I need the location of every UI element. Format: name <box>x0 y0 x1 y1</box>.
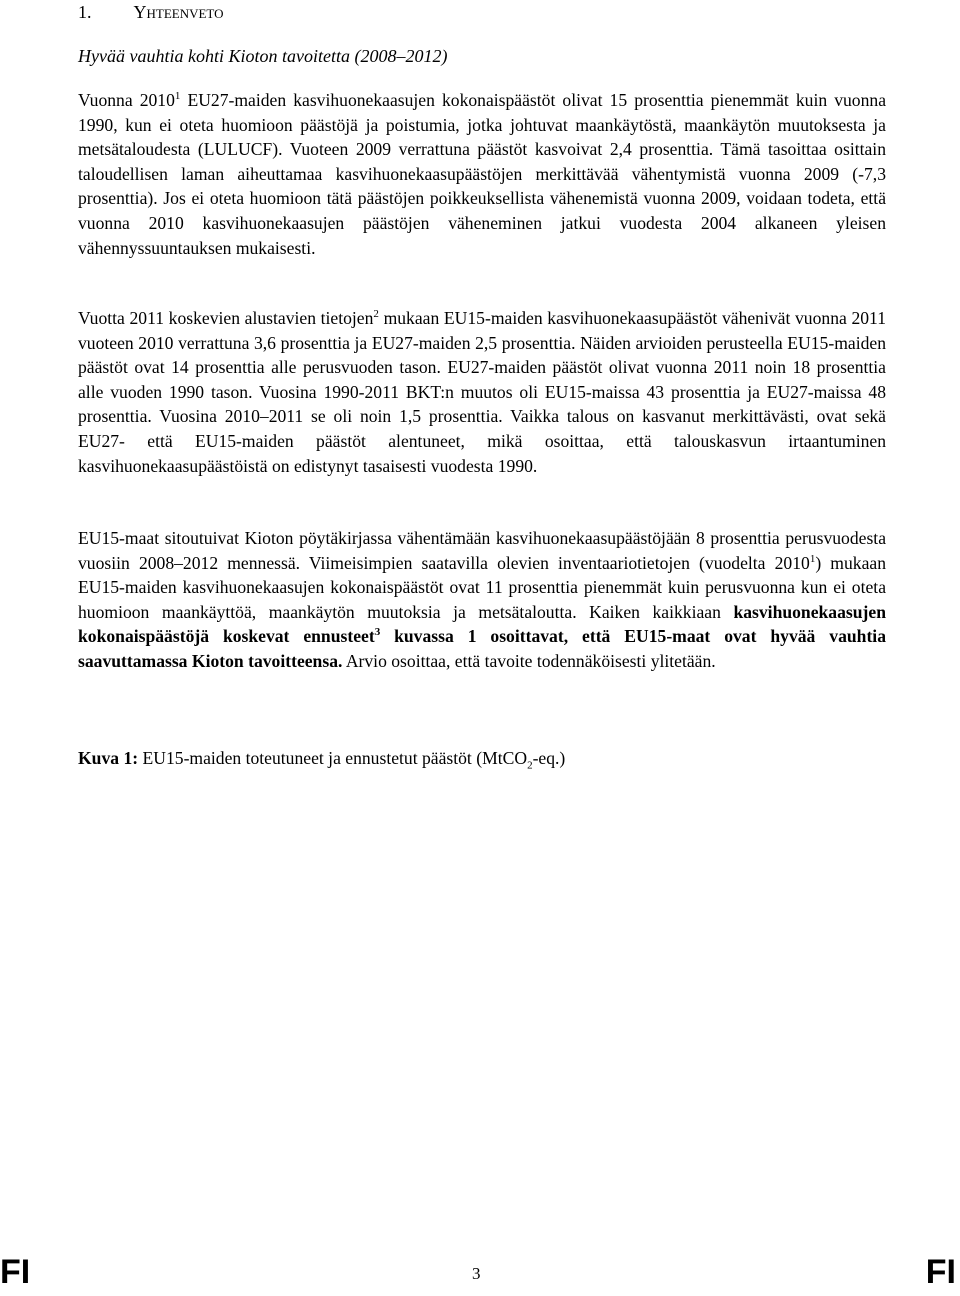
section-title: Yhteenveto <box>133 2 224 22</box>
section-number: 1. <box>78 2 92 22</box>
paragraph-3: EU15-maat sitoutuivat Kioton pöytäkirjassa vähentämään kasvihuonekaasupäästöjään 8 prosenttia perusvuodesta vuosiin 2008–2012 mennessä. Viimeisimpien saatavilla olevien inventaariotietojen (vuodelta 2010$^1$) mukaan EU15-maiden kasvihuonekaasujen kokonaispäästöt ovat 11 prosenttia pienemmät kuin perusvuonna kun ei oteta huomioon maankäyttöä, maankäytön muutoksia ja metsätaloutta. Kaiken kaikkiaan kasvihuonekaasujen kokonaispäästöjä koskevat ennusteet$^3$ kuvassa 1 osoittavat, että EU15-maat ovat hyvää vauhtia saavuttamassa Kioton tavoitteensa. Arvio osoittaa, että tavoite todennäköisesti ylitetään. <box>78 528 886 671</box>
footnote-ref-1[interactable]: 1 <box>174 90 181 103</box>
footnote-ref-2[interactable]: 2 <box>373 308 379 321</box>
bold-text-1: kasvihuonekaasujen kokonaispäästöjä koskevat ennusteet <box>78 601 886 647</box>
subsection-title: Hyvää vauhtia kohti Kioton tavoitetta (2008–2012) <box>78 46 448 66</box>
paragraph-2: Vuotta 2011 koskevien alustavien tietojen$^2$ mukaan EU15-maiden kasvihuonekaasupäästöt vähenivät vuonna 2011 vuoteen 2010 verrattuna 3,6 prosenttia ja EU27-maiden 2,5 prosenttia. Näiden arvioiden perusteella EU15-maiden päästöt ovat 14 prosenttia alle perusvuoden tason. EU27-maiden päästöt olivat vuonna 2011 noin 18 prosenttia alle vuoden 1990 tason. Vuosina 1990-2011 BKT:n muutos oli EU15-maissa 43 prosenttia ja EU27-maissa 48 prosenttia. Vuosina 2010–2011 se oli noin 1,5 prosenttia. Vaikka talous on kasvanut merkittävästi, ovat sekä EU27- että EU15-maiden päästöt alentuneet, mikä osoittaa, että talouskasvun irtaantuminen kasvihuonekaasupäästöistä on edistynyt tasaisesti vuodesta 1990. <box>78 308 886 476</box>
figure-caption: Kuva 1: EU15-maiden toteutuneet ja ennustetut päästöt (MtCO$_2$-eq.) <box>78 748 566 772</box>
paragraph-1: Vuonna 2010$^1$ EU27-maiden kasvihuonekaasujen kokonaispäästöt olivat 15 prosenttia pienemmät kuin vuonna 1990, kun ei oteta huomioon päästöjä ja poistumia, jotka johtuvat maankäytöstä, maankäytön muutoksesta ja metsätaloudesta (LULUCF). Vuoteen 2009 verrattuna päästöt kasvoivat 2,4 prosenttia. Tämä tasoittaa osittain taloudellisen laman aiheuttamaa kasvihuonekaasupäästöjen merkittävää vähentymistä vuonna 2009 (-7,3 prosenttia). Jos ei oteta huomioon tätä päästöjen poikkeuksellista vähenemistä vuonna 2009, voidaan todeta, että vuonna 2010 kasvihuonekaasujen päästöjen väheneminen jatkui vuodesta 2004 alkaneen yleisen vähennyssuuntauksen mukaisesti. <box>78 90 887 258</box>
section-heading <box>78 2 224 22</box>
footnote-ref-3[interactable]: 3 <box>374 626 381 639</box>
footer-language-right: FI <box>925 1253 956 1291</box>
footer-language-left: FI <box>0 1253 31 1291</box>
page-number: 3 <box>472 1264 481 1283</box>
footnote-ref-1b[interactable]: 1 <box>809 552 816 565</box>
bold-text-2: kuvassa 1 osoittavat, että EU15-maat ovat hyvää vauhtia saavuttamassa Kioton tavoitteensa. <box>78 626 886 671</box>
caption-label: Kuva 1: <box>78 748 139 768</box>
